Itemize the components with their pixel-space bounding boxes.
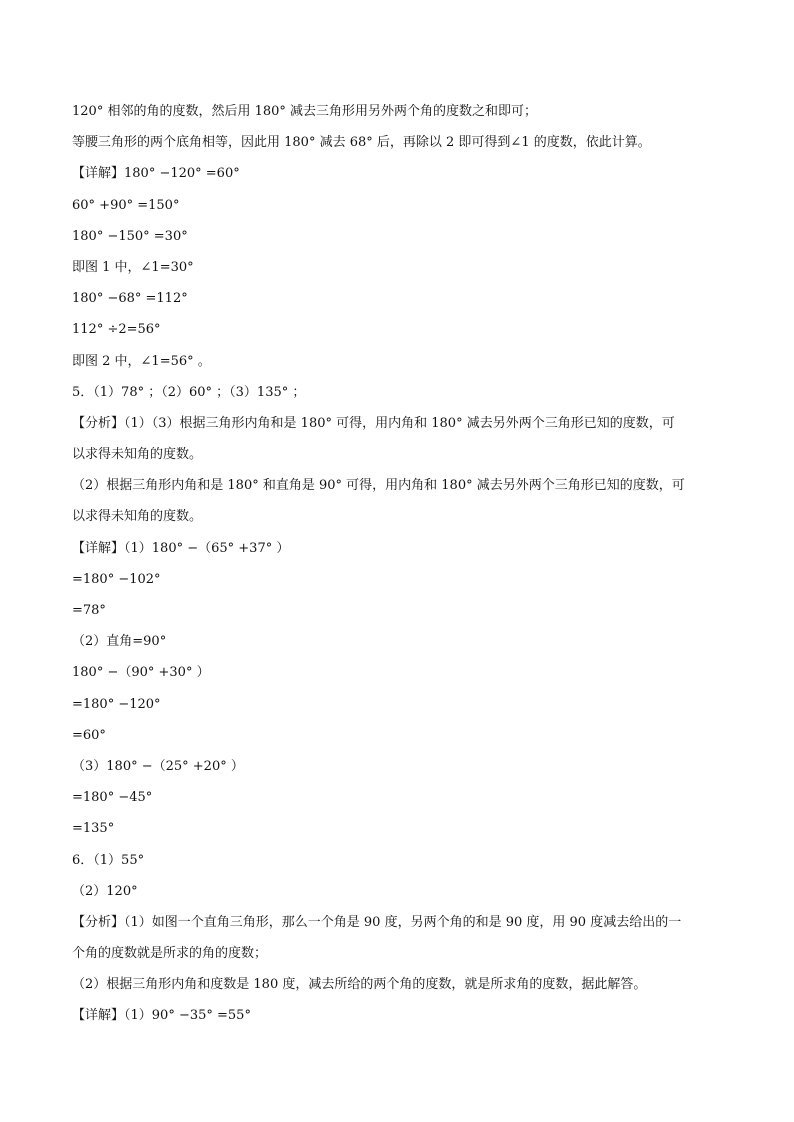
text-line-15: 【详解】（1）180° −（65° +37° ）: [72, 540, 290, 556]
text-line-8: 112° ÷2=56°: [72, 322, 161, 338]
text-line-12: 以求得未知角的度数。: [72, 447, 203, 463]
text-line-11: 【分析】（1）（3）根据三角形内角和是 180° 可得，用内角和 180° 减去另外两个三角形已知的度数，可: [72, 415, 675, 431]
text-line-4: 60° +90° =150°: [72, 197, 180, 213]
page-content: [72, 101, 732, 1037]
text-line-3: 【详解】180° −120° =60°: [72, 166, 240, 182]
text-line-26: （2）120°: [72, 883, 138, 899]
text-line-6: 即图 1 中，∠1=30°: [72, 259, 194, 275]
text-line-19: 180° −（90° +30° ）: [72, 665, 210, 681]
text-line-17: =78°: [72, 603, 106, 618]
text-line-21: =60°: [72, 727, 106, 743]
text-line-24: =135°: [72, 821, 115, 837]
text-line-20: =180° −120°: [72, 696, 161, 712]
text-line-14: 以求得未知角的度数。: [72, 509, 203, 525]
text-line-23: =180° −45°: [72, 790, 153, 806]
text-line-22: （3）180° −（25° +20° ）: [72, 758, 244, 774]
text-line-13: （2）根据三角形内角和是 180° 和直角是 90° 可得，用内角和 180° 减去另外两个三角形已知的度数，可: [72, 478, 685, 494]
text-line-27: 【分析】（1）如图一个直角三角形，那么一个角是 90 度，另两个角的和是 90 度，用 90 度减去给出的一: [72, 914, 682, 930]
text-line-5: 180° −150° =30°: [72, 228, 188, 244]
question-6-answer: 6．（1）55°: [72, 852, 145, 868]
text-line-2: 等腰三角形的两个底角相等，因此用 180° 减去 68° 后，再除以 2 即可得到∠1 的度数，依此计算。: [72, 135, 651, 151]
question-5-answer: 5．（1）78° ；（2）60° ；（3）135° ；: [72, 384, 306, 400]
text-line-7: 180° −68° =112°: [72, 291, 188, 307]
text-line-29: （2）根据三角形内角和度数是 180 度，减去所给的两个角的度数，就是所求角的度数，据此解答。: [72, 977, 647, 993]
text-line-16: =180° −102°: [72, 571, 161, 587]
text-line-1: 120° 相邻的角的度数，然后用 180° 减去三角形用另外两个角的度数之和即可；: [72, 104, 538, 119]
text-line-28: 个角的度数就是所求的角的度数；: [72, 946, 268, 962]
text-line-9: 即图 2 中，∠1=56° 。: [72, 353, 211, 369]
text-line-18: （2）直角=90°: [72, 634, 167, 650]
text-line-30: 【详解】（1）90° −35° =55°: [72, 1008, 251, 1024]
